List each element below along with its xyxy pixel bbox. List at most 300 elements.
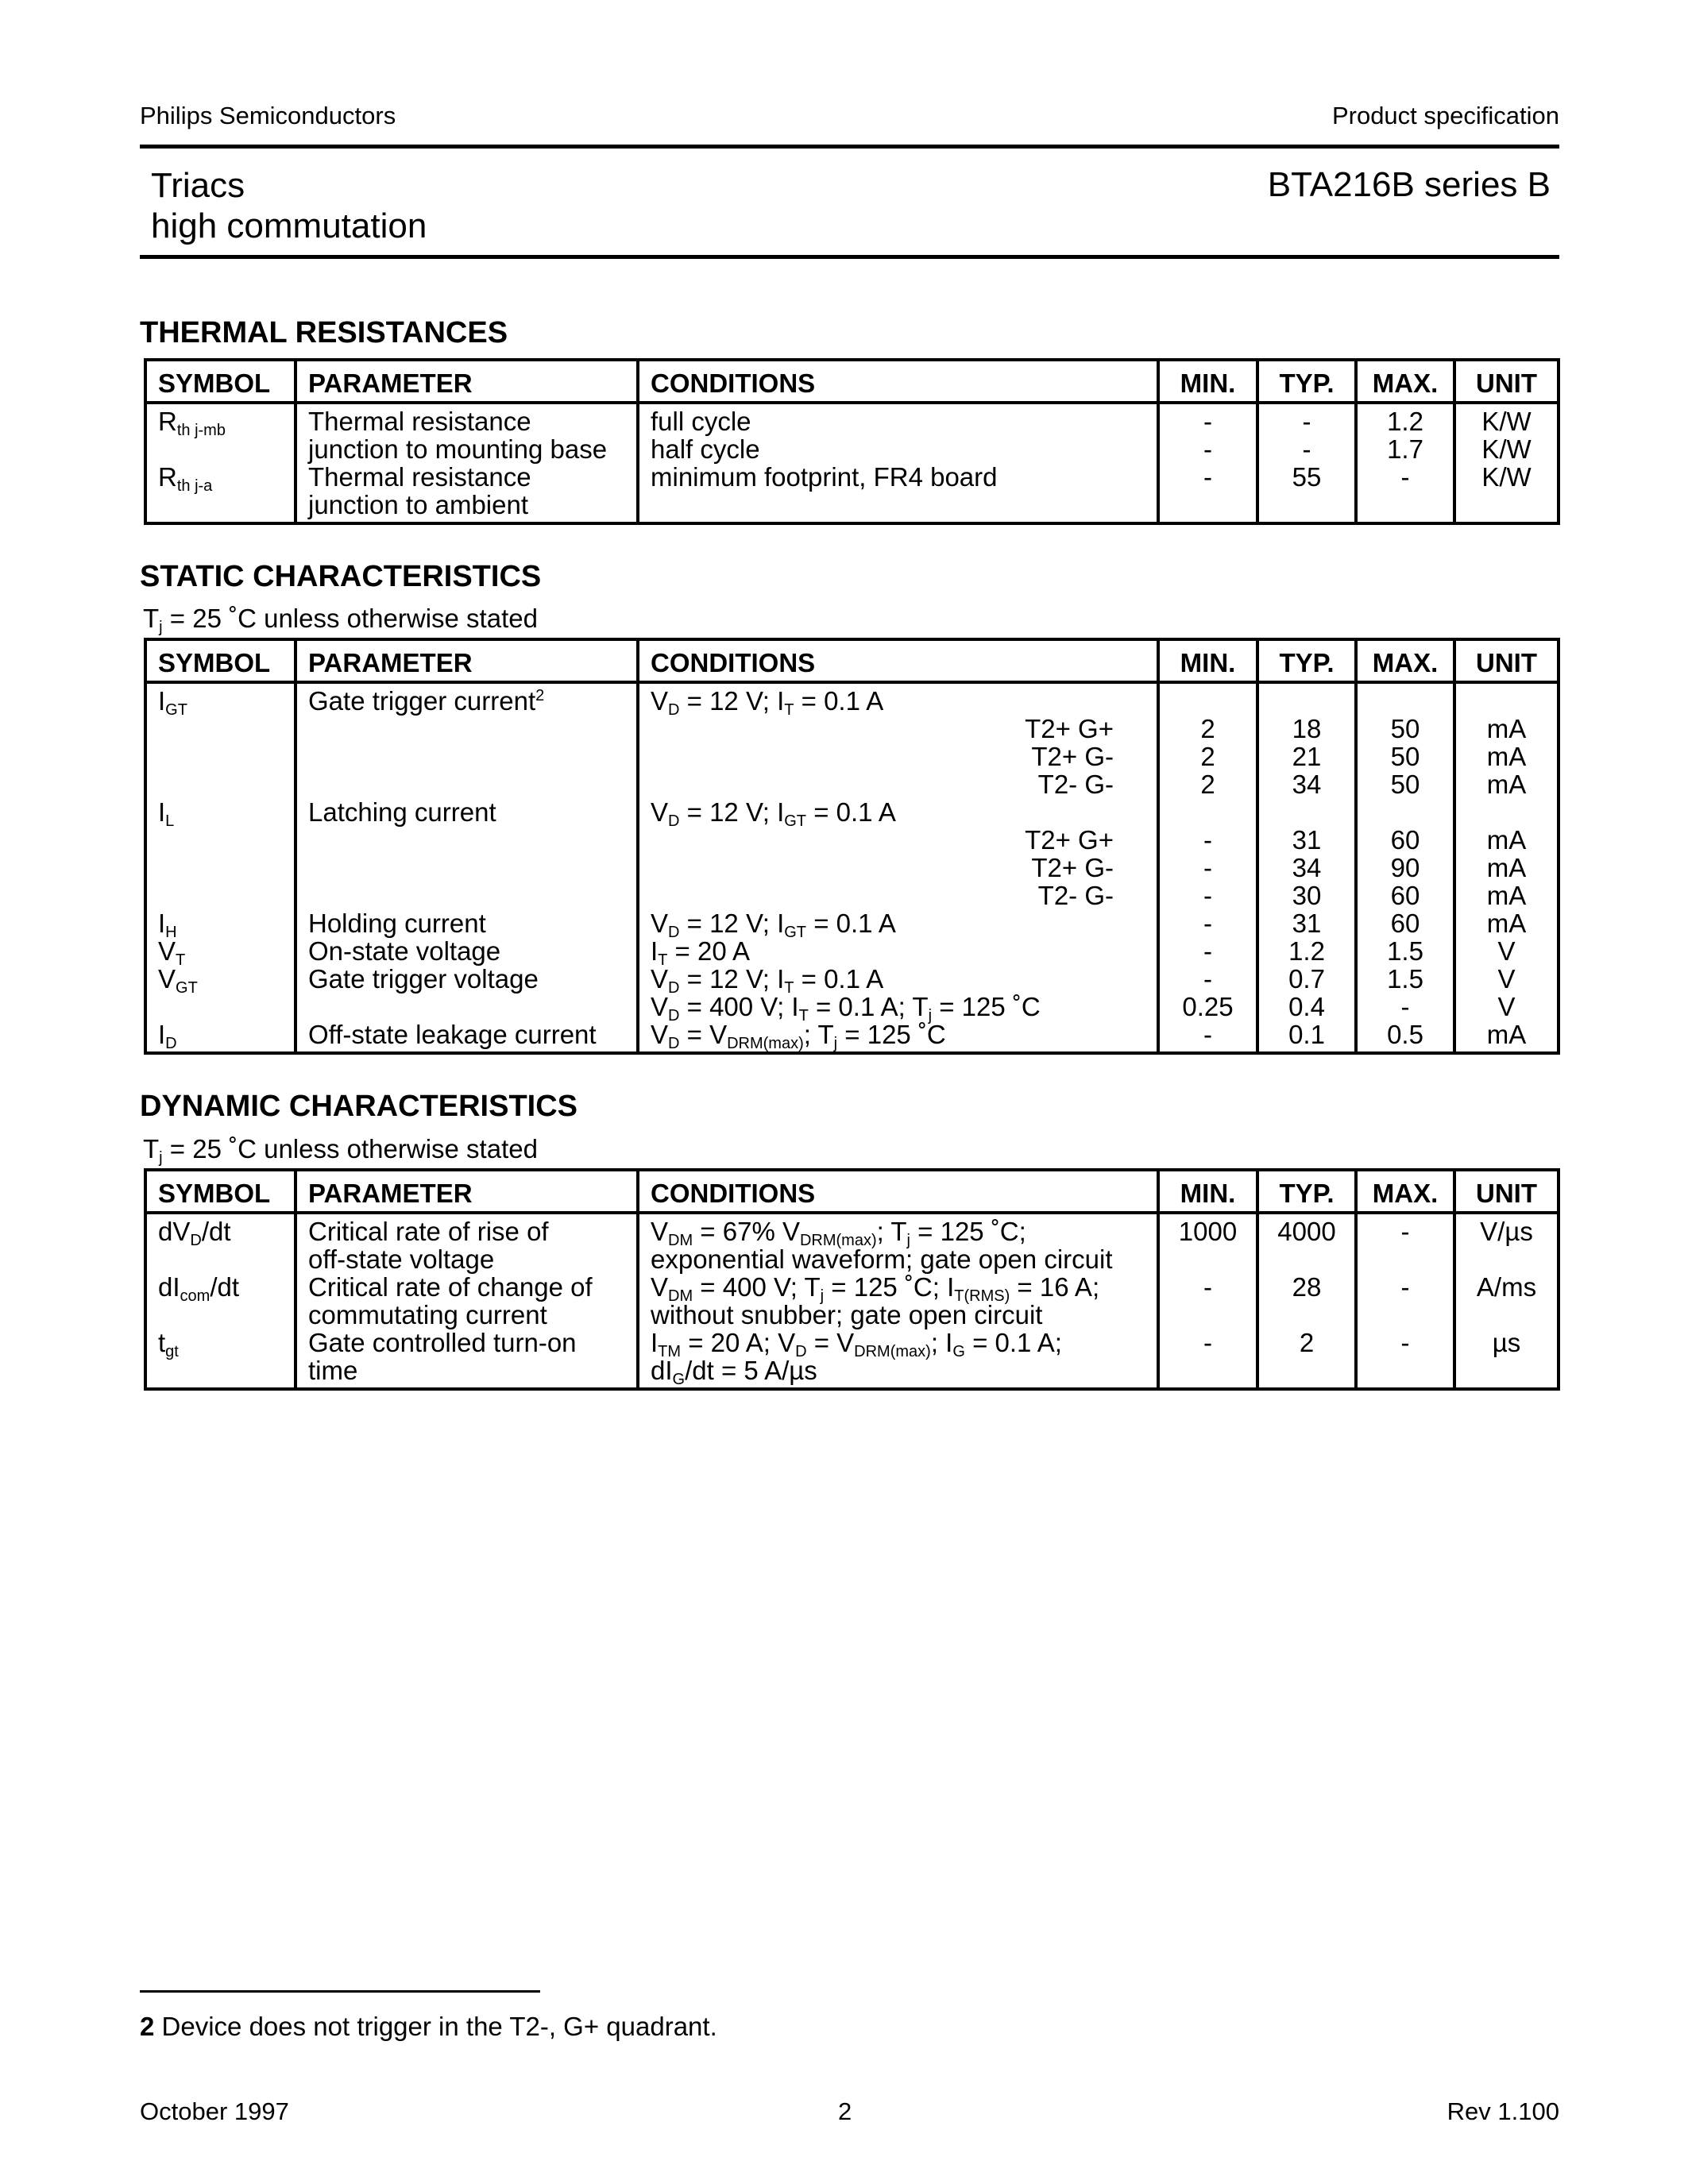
conditions-cell [638, 403, 1158, 523]
typ-cell [1257, 1213, 1356, 1389]
min-value: - [1203, 909, 1212, 938]
spacer [308, 770, 625, 798]
symbol-rth-jmb [158, 407, 283, 439]
min-value: 2 [1200, 742, 1215, 771]
unit-value: mA [1486, 909, 1527, 938]
table-row [145, 403, 1559, 523]
parameter-text: Critical rate of rise of [308, 1217, 549, 1246]
typ-value: 18 [1292, 714, 1322, 743]
typ-cell [1257, 682, 1356, 1053]
condition-tgt-2 [651, 1356, 1145, 1388]
max-value: 60 [1390, 825, 1420, 855]
symbol-ih [158, 909, 283, 941]
thermal-table [144, 358, 1560, 525]
condition-igt [651, 686, 1145, 719]
symbol-main: V [158, 936, 176, 966]
condition-id [651, 1020, 1145, 1052]
cond-part: ; T [876, 1217, 907, 1246]
col-unit: UNIT [1454, 360, 1559, 403]
document-type: Product specification [1331, 102, 1559, 129]
cond-sub: D [795, 1343, 807, 1360]
symbol-dvd-dt [158, 1217, 283, 1249]
symbol-main: /dt [201, 1217, 231, 1246]
title-line-2: high commutation [151, 206, 427, 245]
cond-part: V [651, 1272, 669, 1302]
cond-sub: T [784, 979, 794, 997]
spacer [1171, 1301, 1245, 1329]
cond-part: = 0.1 A; [964, 1328, 1062, 1357]
quadrant-label: T2+ G+ [1025, 825, 1114, 855]
col-unit: UNIT [1454, 1170, 1559, 1213]
max-value: 60 [1390, 909, 1420, 938]
typ-value: 30 [1292, 881, 1322, 910]
typ-value: 4000 [1277, 1217, 1336, 1246]
cond-part: dI [651, 1356, 673, 1385]
spacer [1270, 1301, 1343, 1329]
dynamic-table [144, 1168, 1560, 1391]
spacer [1369, 1356, 1442, 1384]
table-header-row [145, 639, 1559, 682]
title-line-1: Triacs [151, 166, 245, 205]
cond-sub: DRM(max) [727, 1035, 804, 1052]
note-symbol: T [143, 1134, 160, 1163]
unit-cell [1454, 403, 1559, 523]
cond-part: = V [806, 1328, 855, 1357]
symbol-subscript: T [176, 951, 186, 969]
symbol-vgt [158, 964, 283, 997]
max-value: 0.5 [1387, 1020, 1423, 1049]
parameter-text: time [308, 1356, 358, 1385]
unit-value: V/µs [1480, 1217, 1533, 1246]
max-cell [1356, 682, 1454, 1053]
col-conditions: CONDITIONS [638, 360, 1158, 403]
min-value: - [1203, 881, 1212, 910]
parameter-text: Thermal resistance [308, 407, 531, 436]
cond-sub: D [668, 979, 680, 997]
parameter-text: On-state voltage [308, 936, 501, 966]
spacer [1467, 798, 1546, 826]
cond-sub: j [833, 1035, 838, 1052]
cond-sub: GT [784, 812, 807, 830]
spacer [308, 743, 625, 770]
symbol-rth-ja [158, 462, 283, 495]
cond-part: = 12 V; I [679, 964, 785, 994]
spacer [158, 743, 283, 770]
parameter-text: Gate controlled turn-on [308, 1328, 577, 1357]
condition-text: full cycle [651, 407, 751, 436]
spacer [1171, 1245, 1245, 1273]
spacer [308, 993, 625, 1021]
parameter-text: Off-state leakage current [308, 1020, 597, 1049]
table-header-row [145, 1170, 1559, 1213]
min-cell [1158, 682, 1257, 1053]
cond-sub: DM [668, 1232, 693, 1249]
condition-ih [651, 909, 1145, 941]
company-name: Philips Semiconductors [140, 102, 396, 129]
spacer [158, 715, 283, 743]
condition-text: half cycle [651, 434, 760, 464]
conditions-cell [638, 682, 1158, 1053]
typ-value: 31 [1292, 909, 1322, 938]
parameter-text: Holding current [308, 909, 486, 938]
cond-part: = 20 A; V [681, 1328, 796, 1357]
spacer [1369, 1301, 1442, 1329]
min-value: - [1203, 407, 1212, 436]
symbol-subscript: GT [176, 979, 198, 997]
symbol-main: V [158, 964, 176, 994]
dynamic-conditions-note [143, 1134, 538, 1167]
parameter-cell [295, 682, 638, 1053]
condition-dvd-1 [651, 1217, 1145, 1249]
spacer [308, 882, 625, 909]
quadrant-label: T2- G- [1037, 881, 1114, 910]
footnote-ref: 2 [535, 687, 545, 704]
min-value: 0.25 [1182, 992, 1234, 1021]
symbol-main: I [158, 909, 166, 938]
unit-value: mA [1486, 770, 1527, 799]
spacer [1171, 1356, 1245, 1384]
symbol-cell [145, 403, 295, 523]
cond-sub: j [820, 1287, 825, 1305]
spacer [1467, 1245, 1546, 1273]
cond-part: ; I [930, 1328, 953, 1357]
cond-sub: DM [668, 1287, 693, 1305]
symbol-subscript: gt [165, 1343, 179, 1360]
symbol-main: /dt [210, 1272, 240, 1302]
min-value: - [1203, 462, 1212, 492]
cond-part: V [651, 1020, 669, 1049]
symbol-main: I [158, 686, 166, 716]
cond-sub: D [668, 1007, 680, 1024]
spacer [1369, 687, 1442, 715]
max-value: - [1400, 1217, 1410, 1246]
symbol-id [158, 1020, 283, 1052]
min-value: - [1203, 825, 1212, 855]
symbol-subscript: D [190, 1232, 202, 1249]
min-cell [1158, 403, 1257, 523]
min-cell [1158, 1213, 1257, 1389]
static-table [144, 638, 1560, 1055]
min-value: 2 [1200, 714, 1215, 743]
thermal-section-title: THERMAL RESISTANCES [140, 316, 508, 349]
typ-value: 0.4 [1288, 992, 1325, 1021]
symbol-main: t [158, 1328, 166, 1357]
max-value: - [1400, 992, 1410, 1021]
footer-date: October 1997 [140, 2097, 289, 2125]
footnote-number: 2 [140, 2012, 155, 2041]
unit-value: A/ms [1476, 1272, 1537, 1302]
note-subscript: j [159, 619, 163, 636]
parameter-text: off-state voltage [308, 1244, 495, 1274]
footnote-text: Device does not trigger in the T2-, G+ quadrant. [154, 2012, 717, 2041]
max-value: 90 [1390, 853, 1420, 882]
col-symbol: SYMBOL [145, 360, 295, 403]
min-value: - [1203, 853, 1212, 882]
symbol-cell [145, 682, 295, 1053]
parameter-text: commutating current [308, 1300, 547, 1329]
unit-cell [1454, 1213, 1559, 1389]
symbol-cell [145, 1213, 295, 1389]
symbol-main: dV [158, 1217, 191, 1246]
spacer [158, 770, 283, 798]
max-value: 1.5 [1387, 964, 1423, 994]
note-text: = 25 ˚C unless otherwise stated [162, 1134, 538, 1163]
symbol-dicom-dt [158, 1272, 283, 1305]
typ-value: 0.1 [1288, 1020, 1325, 1049]
spacer [158, 854, 283, 882]
parameter-text: junction to ambient [308, 490, 529, 519]
unit-cell [1454, 682, 1559, 1053]
max-value: - [1400, 462, 1410, 492]
cond-sub: T [784, 701, 794, 719]
cond-part: = 16 A; [1010, 1272, 1100, 1302]
col-conditions: CONDITIONS [638, 1170, 1158, 1213]
condition-text: without snubber; gate open circuit [651, 1300, 1043, 1329]
spacer [158, 1245, 283, 1273]
parameter-text: Gate trigger current [308, 686, 536, 716]
symbol-main: R [158, 462, 177, 492]
condition-dicom-1 [651, 1272, 1145, 1305]
min-value: 2 [1200, 770, 1215, 799]
max-value: 50 [1390, 714, 1420, 743]
cond-part: = V [679, 1020, 728, 1049]
unit-value: V [1497, 992, 1516, 1021]
typ-value: 0.7 [1288, 964, 1325, 994]
cond-sub: T [658, 951, 668, 969]
spacer [308, 826, 625, 854]
spacer [1270, 1245, 1343, 1273]
spacer [1171, 798, 1245, 826]
parameter-text: Latching current [308, 797, 496, 827]
spacer [1467, 687, 1546, 715]
typ-value: 28 [1292, 1272, 1322, 1302]
typ-value: 21 [1292, 742, 1322, 771]
col-typ: TYP. [1257, 639, 1356, 682]
static-section-title: STATIC CHARACTERISTICS [140, 560, 542, 593]
cond-part: = 125 ˚C [837, 1020, 946, 1049]
spacer [1467, 1356, 1546, 1384]
note-symbol: T [143, 604, 160, 633]
col-max: MAX. [1356, 360, 1454, 403]
symbol-subscript: D [165, 1035, 177, 1052]
min-value: - [1203, 964, 1212, 994]
col-max: MAX. [1356, 639, 1454, 682]
unit-value: mA [1486, 714, 1527, 743]
cond-part: ; T [803, 1020, 834, 1049]
col-max: MAX. [1356, 1170, 1454, 1213]
min-value: - [1203, 1272, 1212, 1302]
col-min: MIN. [1158, 1170, 1257, 1213]
spacer [158, 826, 283, 854]
max-value: 1.2 [1387, 407, 1423, 436]
footer-revision: Rev 1.100 [1447, 2097, 1559, 2125]
symbol-subscript: L [165, 812, 175, 830]
cond-part: = 125 ˚C [932, 992, 1041, 1021]
table-row [145, 1213, 1559, 1389]
cond-part: V [651, 1217, 669, 1246]
cond-part: V [651, 686, 669, 716]
spacer [158, 1301, 283, 1329]
cond-part: = 125 ˚C; [910, 1217, 1026, 1246]
product-series: BTA216B series B [1267, 165, 1551, 204]
symbol-vt [158, 936, 283, 969]
cond-part: = 0.1 A [794, 686, 884, 716]
cond-part: I [651, 936, 659, 966]
spacer [1369, 798, 1442, 826]
min-value: - [1203, 1328, 1212, 1357]
quadrant-label: T2- G- [1037, 770, 1114, 799]
col-parameter: PARAMETER [295, 639, 638, 682]
parameter-text: Critical rate of change of [308, 1272, 593, 1302]
condition-tgt-1 [651, 1328, 1145, 1360]
spacer [158, 1356, 283, 1384]
condition-vgt-2 [651, 992, 1145, 1024]
unit-value: V [1497, 936, 1516, 966]
typ-value: 34 [1292, 853, 1322, 882]
conditions-cell [638, 1213, 1158, 1389]
quadrant-label: T2+ G- [1031, 853, 1114, 882]
unit-value: mA [1486, 881, 1527, 910]
min-value: - [1203, 1020, 1212, 1049]
col-min: MIN. [1158, 639, 1257, 682]
unit-value: K/W [1481, 434, 1532, 464]
cond-part: = 0.1 A [806, 909, 896, 938]
unit-value: K/W [1481, 407, 1532, 436]
symbol-subscript: H [165, 924, 177, 941]
spacer [1270, 1356, 1343, 1384]
footnote [140, 2012, 717, 2042]
cond-sub: TM [658, 1343, 682, 1360]
cond-part: = 67% V [693, 1217, 800, 1246]
title-rule [140, 255, 1559, 259]
max-value: 1.7 [1387, 434, 1423, 464]
header-rule [140, 145, 1559, 149]
note-text: = 25 ˚C unless otherwise stated [162, 604, 538, 633]
cond-part: = 12 V; I [679, 909, 785, 938]
col-parameter: PARAMETER [295, 1170, 638, 1213]
cond-part: I [651, 1328, 659, 1357]
parameter-cell [295, 1213, 638, 1389]
cond-part: = 12 V; I [679, 686, 785, 716]
condition-text: exponential waveform; gate open circuit [651, 1244, 1113, 1274]
typ-value: 31 [1292, 825, 1322, 855]
col-symbol: SYMBOL [145, 1170, 295, 1213]
spacer [158, 993, 283, 1021]
cond-sub: j [906, 1232, 910, 1249]
cond-sub: T [798, 1007, 809, 1024]
cond-sub: D [668, 1035, 680, 1052]
spacer [1171, 687, 1245, 715]
condition-vgt-1 [651, 964, 1145, 997]
cond-sub: GT [784, 924, 807, 941]
max-value: 60 [1390, 881, 1420, 910]
unit-value: mA [1486, 825, 1527, 855]
cond-sub: G [952, 1343, 965, 1360]
typ-value: - [1302, 407, 1311, 436]
symbol-il [158, 797, 283, 830]
max-value: - [1400, 1272, 1410, 1302]
cond-part: = 0.1 A [806, 797, 896, 827]
cond-sub: G [672, 1371, 686, 1388]
cond-part: = 400 V; T [693, 1272, 821, 1302]
spacer [1270, 798, 1343, 826]
cond-part: = 125 ˚C; I [824, 1272, 955, 1302]
symbol-tgt [158, 1328, 283, 1360]
static-conditions-note [143, 604, 538, 634]
cond-sub: DRM(max) [854, 1343, 931, 1360]
col-typ: TYP. [1257, 360, 1356, 403]
col-parameter: PARAMETER [295, 360, 638, 403]
max-cell [1356, 403, 1454, 523]
typ-value: - [1302, 434, 1311, 464]
col-typ: TYP. [1257, 1170, 1356, 1213]
cond-part: = 400 V; I [679, 992, 799, 1021]
max-value: - [1400, 1328, 1410, 1357]
quadrant-label: T2+ G+ [1025, 714, 1114, 743]
symbol-subscript: th j-mb [176, 422, 226, 439]
table-header-row [145, 360, 1559, 403]
spacer [158, 882, 283, 909]
cond-sub: T(RMS) [954, 1287, 1010, 1305]
cond-part: = 0.1 A [794, 964, 884, 994]
max-value: 50 [1390, 742, 1420, 771]
col-conditions: CONDITIONS [638, 639, 1158, 682]
spacer [1270, 687, 1343, 715]
symbol-main: dI [158, 1272, 180, 1302]
typ-cell [1257, 403, 1356, 523]
unit-value: mA [1486, 853, 1527, 882]
typ-value: 34 [1292, 770, 1322, 799]
spacer [308, 854, 625, 882]
note-subscript: j [159, 1149, 163, 1167]
table-row [145, 682, 1559, 1053]
symbol-main: R [158, 407, 177, 436]
max-value: 50 [1390, 770, 1420, 799]
parameter-text: junction to mounting base [308, 434, 608, 464]
symbol-main: I [158, 797, 166, 827]
min-value: - [1203, 936, 1212, 966]
document-title [151, 165, 427, 246]
condition-vt [651, 936, 1145, 969]
typ-value: 2 [1299, 1328, 1315, 1357]
cond-part: /dt = 5 A/µs [685, 1356, 817, 1385]
unit-value: mA [1486, 742, 1527, 771]
condition-il [651, 797, 1145, 830]
cond-sub: j [928, 1007, 933, 1024]
symbol-igt [158, 686, 283, 719]
condition-text: minimum footprint, FR4 board [651, 462, 998, 492]
col-unit: UNIT [1454, 639, 1559, 682]
spacer [1467, 1301, 1546, 1329]
col-min: MIN. [1158, 360, 1257, 403]
unit-value: mA [1486, 1020, 1527, 1049]
cond-sub: DRM(max) [799, 1232, 877, 1249]
symbol-main: I [158, 1020, 166, 1049]
symbol-subscript: th j-a [176, 477, 213, 495]
unit-value: V [1497, 964, 1516, 994]
symbol-subscript: com [180, 1287, 211, 1305]
cond-part: V [651, 964, 669, 994]
unit-value: µs [1492, 1328, 1521, 1357]
cond-part: = 0.1 A; T [808, 992, 929, 1021]
spacer [308, 715, 625, 743]
parameter-text: Thermal resistance [308, 462, 531, 492]
cond-part: V [651, 797, 669, 827]
cond-part: = 20 A [667, 936, 751, 966]
typ-value: 1.2 [1288, 936, 1325, 966]
max-cell [1356, 1213, 1454, 1389]
cond-part: V [651, 909, 669, 938]
